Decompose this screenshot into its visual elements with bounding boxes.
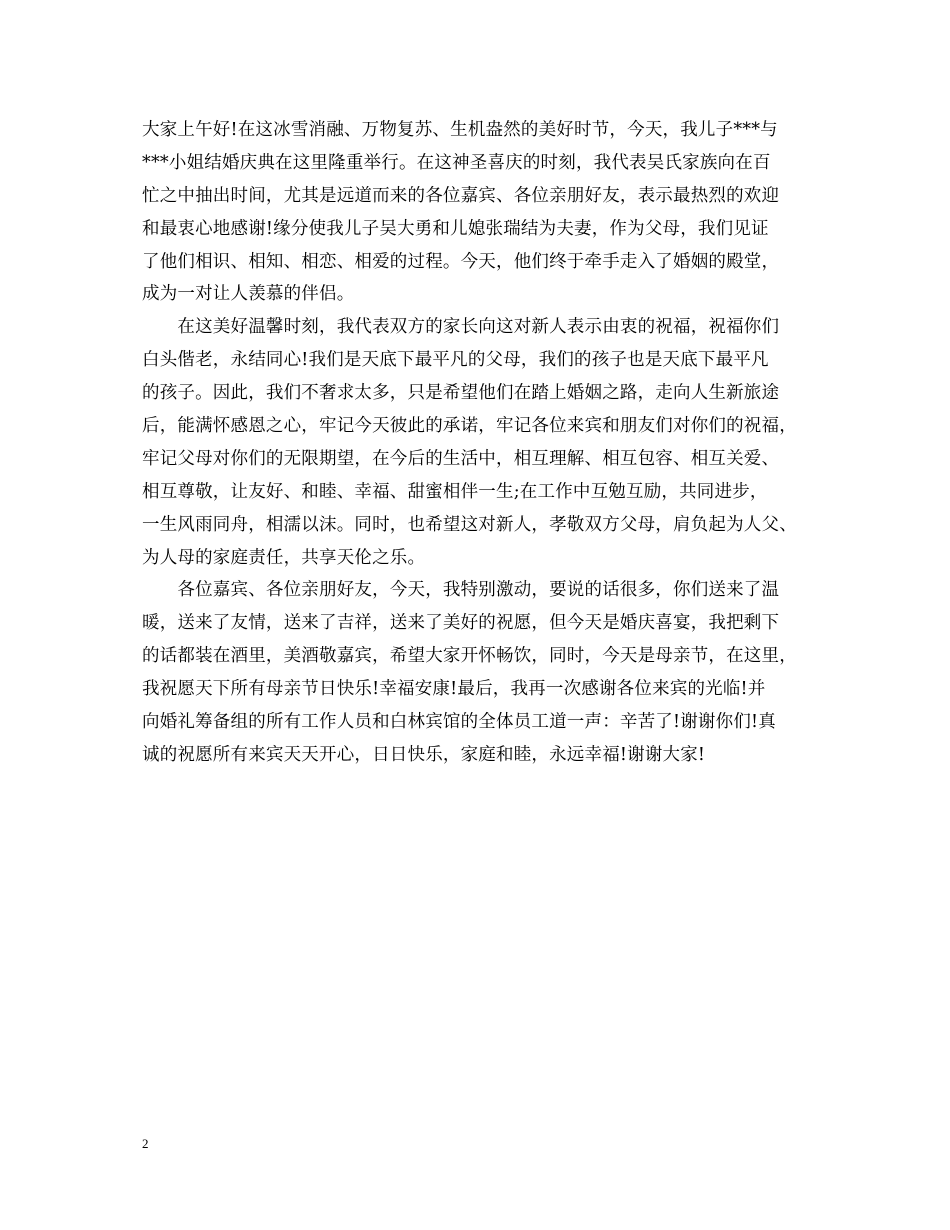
text-line: 和最衷心地感谢!缘分使我儿子吴大勇和儿媳张瑞结为夫妻，作为父母，我们见证 [142,218,769,239]
text-line: 了他们相识、相知、相恋、相爱的过程。今天，他们终于牵手走入了婚姻的殿堂， [142,251,780,272]
page-number: 2 [142,1136,149,1151]
paragraph-1 [142,114,826,311]
paragraph-3 [142,574,826,771]
text-line: 牢记父母对你们的无限期望，在今后的生活中，相互理解、相互包容、相互关爱、 [142,448,780,469]
text-line: 忙之中抽出时间，尤其是远道而来的各位嘉宾、各位亲朋好友，表示最热烈的欢迎 [142,185,780,206]
paragraph-2 [142,311,826,574]
text-line: 的孩子。因此，我们不奢求太多，只是希望他们在踏上婚姻之路，走向人生新旅途 [142,383,780,404]
text-line: 的话都装在酒里，美酒敬嘉宾，希望大家开怀畅饮，同时，今天是母亲节，在这里， [142,646,797,667]
speech-body [142,114,826,772]
text-line: 向婚礼筹备组的所有工作人员和白林宾馆的全体员工道一声：辛苦了!谢谢你们!真 [142,712,776,733]
text-line: 为人母的家庭责任，共享天伦之乐。 [142,547,426,568]
text-line: 相互尊敬，让友好、和睦、幸福、甜蜜相伴一生;在工作中互勉互励，共同进步， [142,481,768,502]
text-line: 白头偕老，永结同心!我们是天底下最平凡的父母，我们的孩子也是天底下最平凡 [142,350,769,371]
text-line: 在这美好温馨时刻，我代表双方的家长向这对新人表示由衷的祝福，祝福你们 [142,317,780,338]
text-line: 诚的祝愿所有来宾天天开心，日日快乐，家庭和睦，永远幸福!谢谢大家! [142,744,706,765]
text-line: 成为一对让人羡慕的伴侣。 [142,284,355,305]
text-line: 大家上午好!在这冰雪消融、万物复苏、生机盎然的美好时节，今天，我儿子***与 [142,120,778,140]
text-line: 各位嘉宾、各位亲朋好友，今天，我特别激动，要说的话很多，你们送来了温 [142,580,780,601]
text-line: 暖，送来了友情，送来了吉祥，送来了美好的祝愿，但今天是婚庆喜宴，我把剩下 [142,613,780,634]
text-line: 一生风雨同舟，相濡以沫。同时，也希望这对新人，孝敬双方父母，肩负起为人父、 [142,514,797,535]
text-line: 我祝愿天下所有母亲节日快乐!幸福安康!最后，我再一次感谢各位来宾的光临!并 [142,679,766,700]
text-line: 后，能满怀感恩之心，牢记今天彼此的承诺，牢记各位来宾和朋友们对你们的祝福， [142,416,797,437]
text-line: ***小姐结婚庆典在这里隆重举行。在这神圣喜庆的时刻，我代表吴氏家族向在百 [142,152,771,173]
